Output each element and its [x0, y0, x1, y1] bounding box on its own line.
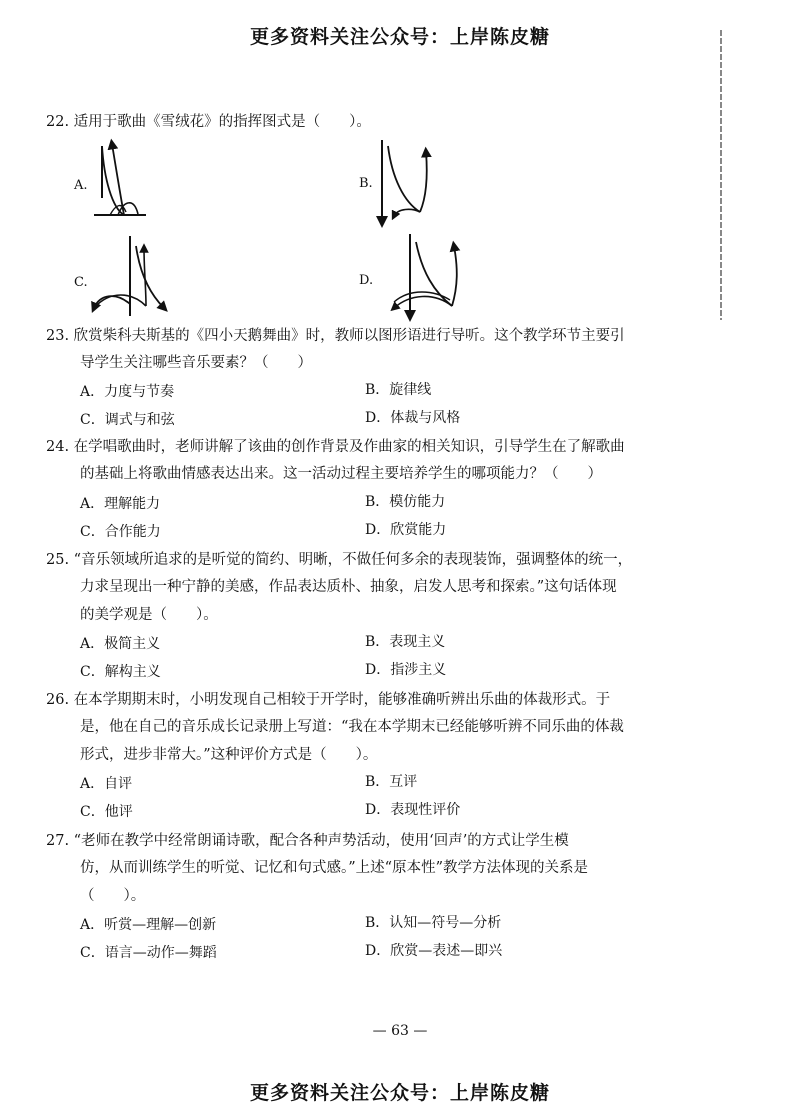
q27-option-b: B．认知—符号—分析: [365, 915, 502, 931]
q22-label-c: C.: [74, 275, 88, 290]
page-number: — 63 —: [372, 1023, 428, 1039]
q22-label-a: A.: [74, 178, 88, 193]
q26-option-c: C．他评: [80, 804, 133, 820]
q26-option-d: D．表现性评价: [365, 802, 461, 818]
q26-option-b: B．互评: [365, 774, 418, 790]
q26-stem-line1: 26. 在本学期期末时，小明发现自己相较于开学时，能够准确听辨出乐曲的体裁形式。于: [46, 692, 611, 708]
scan-edge-mark: [720, 30, 722, 320]
q23-stem-line2: 导学生关注哪些音乐要素？（ ）: [80, 355, 312, 371]
q23-option-b: B．旋律线: [365, 382, 432, 398]
q26-stem-line2: 是，他在自己的音乐成长记录册上写道：“我在本学期末已经能够听辨不同乐曲的体裁: [80, 719, 624, 735]
q25-stem-line2: 力求呈现出一种宁静的美感，作品表达质朴、抽象，启发人思考和探索。”这句话体现: [80, 579, 617, 595]
q22-conducting-diagram-b: [374, 138, 438, 226]
q24-option-b: B．模仿能力: [365, 494, 446, 510]
q22-stem: 22. 适用于歌曲《雪绒花》的指挥图式是（ ）。: [46, 114, 371, 130]
q27-option-c: C．语言—动作—舞蹈: [80, 945, 217, 961]
q23-option-d: D．体裁与风格: [365, 410, 461, 426]
q22-conducting-diagram-d: [374, 232, 470, 320]
q23-option-a: A．力度与节奏: [80, 384, 175, 400]
q22-label-d: D.: [359, 273, 374, 288]
q25-option-a: A．极简主义: [80, 636, 161, 652]
q27-stem-line2: 仿，从而训练学生的听觉、记忆和句式感。”上述“原本性”教学方法体现的关系是: [80, 860, 588, 876]
q27-stem-line1: 27. “老师在教学中经常朗诵诗歌，配合各种声势活动，使用‘回声’的方式让学生模: [46, 833, 569, 849]
q24-option-a: A．理解能力: [80, 496, 161, 512]
q24-stem-line1: 24. 在学唱歌曲时，老师讲解了该曲的创作背景及作曲家的相关知识，引导学生在了解歌曲: [46, 439, 625, 455]
q25-option-d: D．指涉主义: [365, 662, 447, 678]
q23-option-c: C．调式与和弦: [80, 412, 175, 428]
q24-stem-line2: 的基础上将歌曲情感表达出来。这一活动过程主要培养学生的哪项能力？（ ）: [80, 466, 602, 482]
q22-conducting-diagram-c: [88, 234, 180, 320]
q25-stem-line1: 25. “音乐领域所追求的是听觉的简约、明晰，不做任何多余的表现装饰，强调整体的统一，: [46, 552, 633, 568]
q27-stem-line3: （ ）。: [80, 888, 146, 904]
q24-option-c: C．合作能力: [80, 524, 161, 540]
q22-label-b: B.: [359, 176, 373, 191]
header-banner: 更多资料关注公众号：上岸陈皮糖: [249, 26, 550, 48]
q22-conducting-diagram-a: [90, 138, 150, 220]
q27-option-a: A．听赏—理解—创新: [80, 917, 217, 933]
q25-stem-line3: 的美学观是（ ）。: [80, 607, 218, 623]
q26-stem-line3: 形式，进步非常大。”这种评价方式是（ ）。: [80, 747, 378, 763]
q26-option-a: A．自评: [80, 776, 133, 792]
q23-stem-line1: 23. 欣赏柴科夫斯基的《四小天鹅舞曲》时，教师以图形语进行导听。这个教学环节主要引: [46, 328, 625, 344]
q25-option-b: B．表现主义: [365, 634, 446, 650]
footer-banner: 更多资料关注公众号：上岸陈皮糖: [249, 1082, 550, 1104]
q24-option-d: D．欣赏能力: [365, 522, 447, 538]
q25-option-c: C．解构主义: [80, 664, 161, 680]
q27-option-d: D．欣赏—表述—即兴: [365, 943, 503, 959]
